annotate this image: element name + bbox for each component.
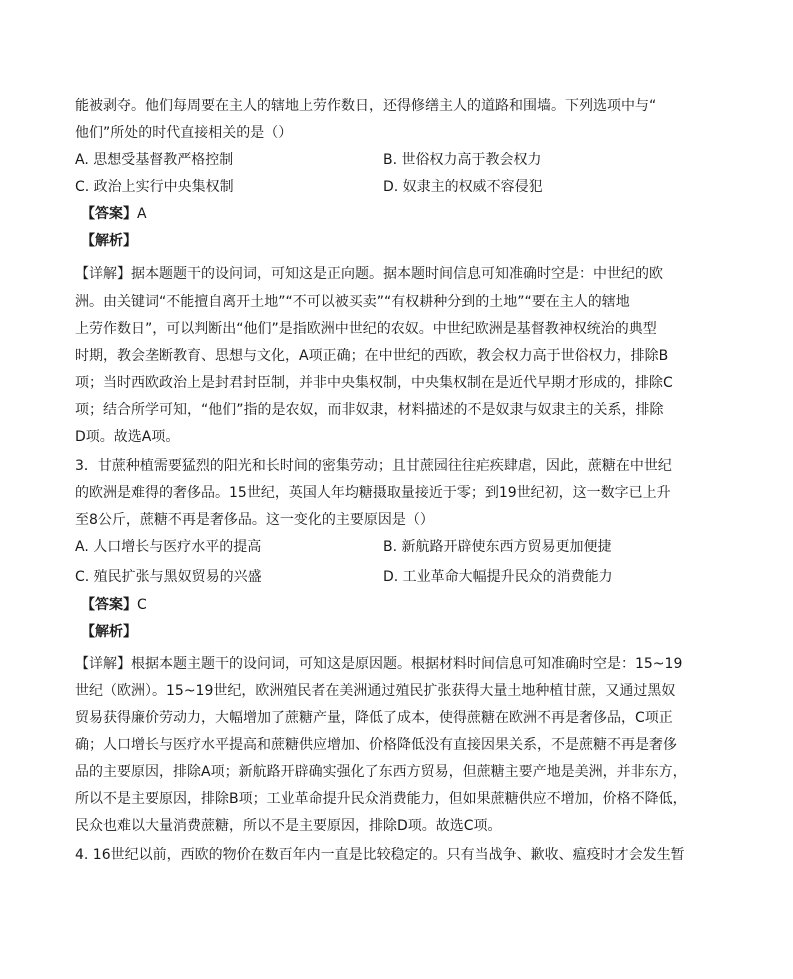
q2-option-a: A. 思想受基督教严格控制 (75, 152, 234, 168)
q3-detail-line-3: 贸易获得廉价劳动力，大幅增加了蔗糖产量，降低了成本，使得蔗糖在欧洲不再是奢侈品，C项正 (75, 710, 673, 726)
q2-detail-line-1: 【详解】据本题题干的设问词，可知这是正向题。据本题时间信息可知准确时空是：中世纪的欧 (75, 266, 663, 282)
q3-stem-line-1: 3．甘蔗种植需要猛烈的阳光和长时间的密集劳动；且甘蔗园往往疟疾肆虐，因此，蔗糖在中世纪 (75, 458, 672, 474)
q2-detail-line-7: D项。故选A项。 (75, 429, 180, 445)
q2-option-d: D. 奴隶主的权威不容侵犯 (383, 179, 543, 195)
q3-detail-line-4: 确；人口增长与医疗水平提高和蔗糖供应增加、价格降低没有直接因果关系，不是蔗糖不再是奢侈 (75, 737, 677, 753)
q2-answer-label: 【答案】 (81, 206, 137, 222)
q3-answer-label: 【答案】 (81, 597, 137, 613)
q3-option-c: C. 殖民扩张与黑奴贸易的兴盛 (75, 569, 262, 585)
q3-answer (81, 595, 147, 615)
q2-answer (81, 204, 147, 224)
q3-detail-line-1: 【详解】根据本题主题干的设问词，可知这是原因题。根据材料时间信息可知准确时空是：15~19 (75, 656, 683, 672)
q2-stem-line-1: 能被剥夺。他们每周要在主人的辖地上劳作数日，还得修缮主人的道路和围墙。下列选项中与“ (75, 98, 657, 114)
q2-detail-line-6: 项；结合所学可知，“他们”指的是农奴，而非奴隶，材料描述的不是奴隶与奴隶主的关系，排除 (75, 402, 664, 418)
q3-option-b: B. 新航路开辟使东西方贸易更加便捷 (383, 539, 612, 555)
q2-option-b: B. 世俗权力高于教会权力 (383, 152, 542, 168)
q3-detail-line-2: 世纪（欧洲）。15~19世纪，欧洲殖民者在美洲通过殖民扩张获得大量土地种植甘蔗，又通过黑奴 (75, 683, 676, 699)
q2-detail-line-4: 时期，教会垄断教育、思想与文化，A项正确；在中世纪的西欧，教会权力高于世俗权力，排除B (75, 348, 669, 364)
q2-detail-line-3: 上劳作数日”，可以判断出“他们”是指欧洲中世纪的农奴。中世纪欧洲是基督教神权统治的典型 (75, 321, 657, 337)
q3-stem-line-3: 至8公斤，蔗糖不再是奢侈品。这一变化的主要原因是（） (75, 512, 434, 528)
q3-detail-line-5: 品的主要原因，排除A项；新航路开辟确实强化了东西方贸易，但蔗糖主要产地是美洲，并非东方， (75, 764, 687, 780)
q2-answer-value: A (137, 206, 147, 222)
q3-detail-line-6: 所以不是主要原因，排除B项；工业革命提升民众消费能力，但如果蔗糖供应不增加，价格不降低， (75, 791, 687, 807)
q4-stem-line-1: 4. 16世纪以前，西欧的物价在数百年内一直是比较稳定的。只有当战争、歉收、瘟疫时才会发生暂 (75, 847, 685, 863)
q3-analysis-label: 【解析】 (81, 624, 137, 640)
q2-detail-line-5: 项；当时西欧政治上是封君封臣制，并非中央集权制，中央集权制在是近代早期才形成的，排除C (75, 375, 673, 391)
q3-stem-line-2: 的欧洲是难得的奢侈品。15世纪，英国人年均糖摄取量接近于零；到19世纪初，这一数字已上升 (75, 485, 671, 501)
q3-detail-line-7: 民众也难以大量消费蔗糖，所以不是主要原因，排除D项。故选C项。 (75, 818, 502, 834)
q3-option-d: D. 工业革命大幅提升民众的消费能力 (383, 569, 613, 585)
q2-stem-line-2: 他们”所处的时代直接相关的是（） (75, 125, 293, 141)
q2-detail-line-2: 洲。由关键词“不能擅自离开土地”“不可以被买卖”“有权耕种分到的土地”“要在主人的辖地 (75, 294, 630, 310)
q3-option-a: A. 人口增长与医疗水平的提高 (75, 539, 262, 555)
q3-answer-value: C (137, 597, 147, 613)
q2-option-c: C. 政治上实行中央集权制 (75, 179, 234, 195)
q2-analysis-label: 【解析】 (81, 233, 137, 249)
